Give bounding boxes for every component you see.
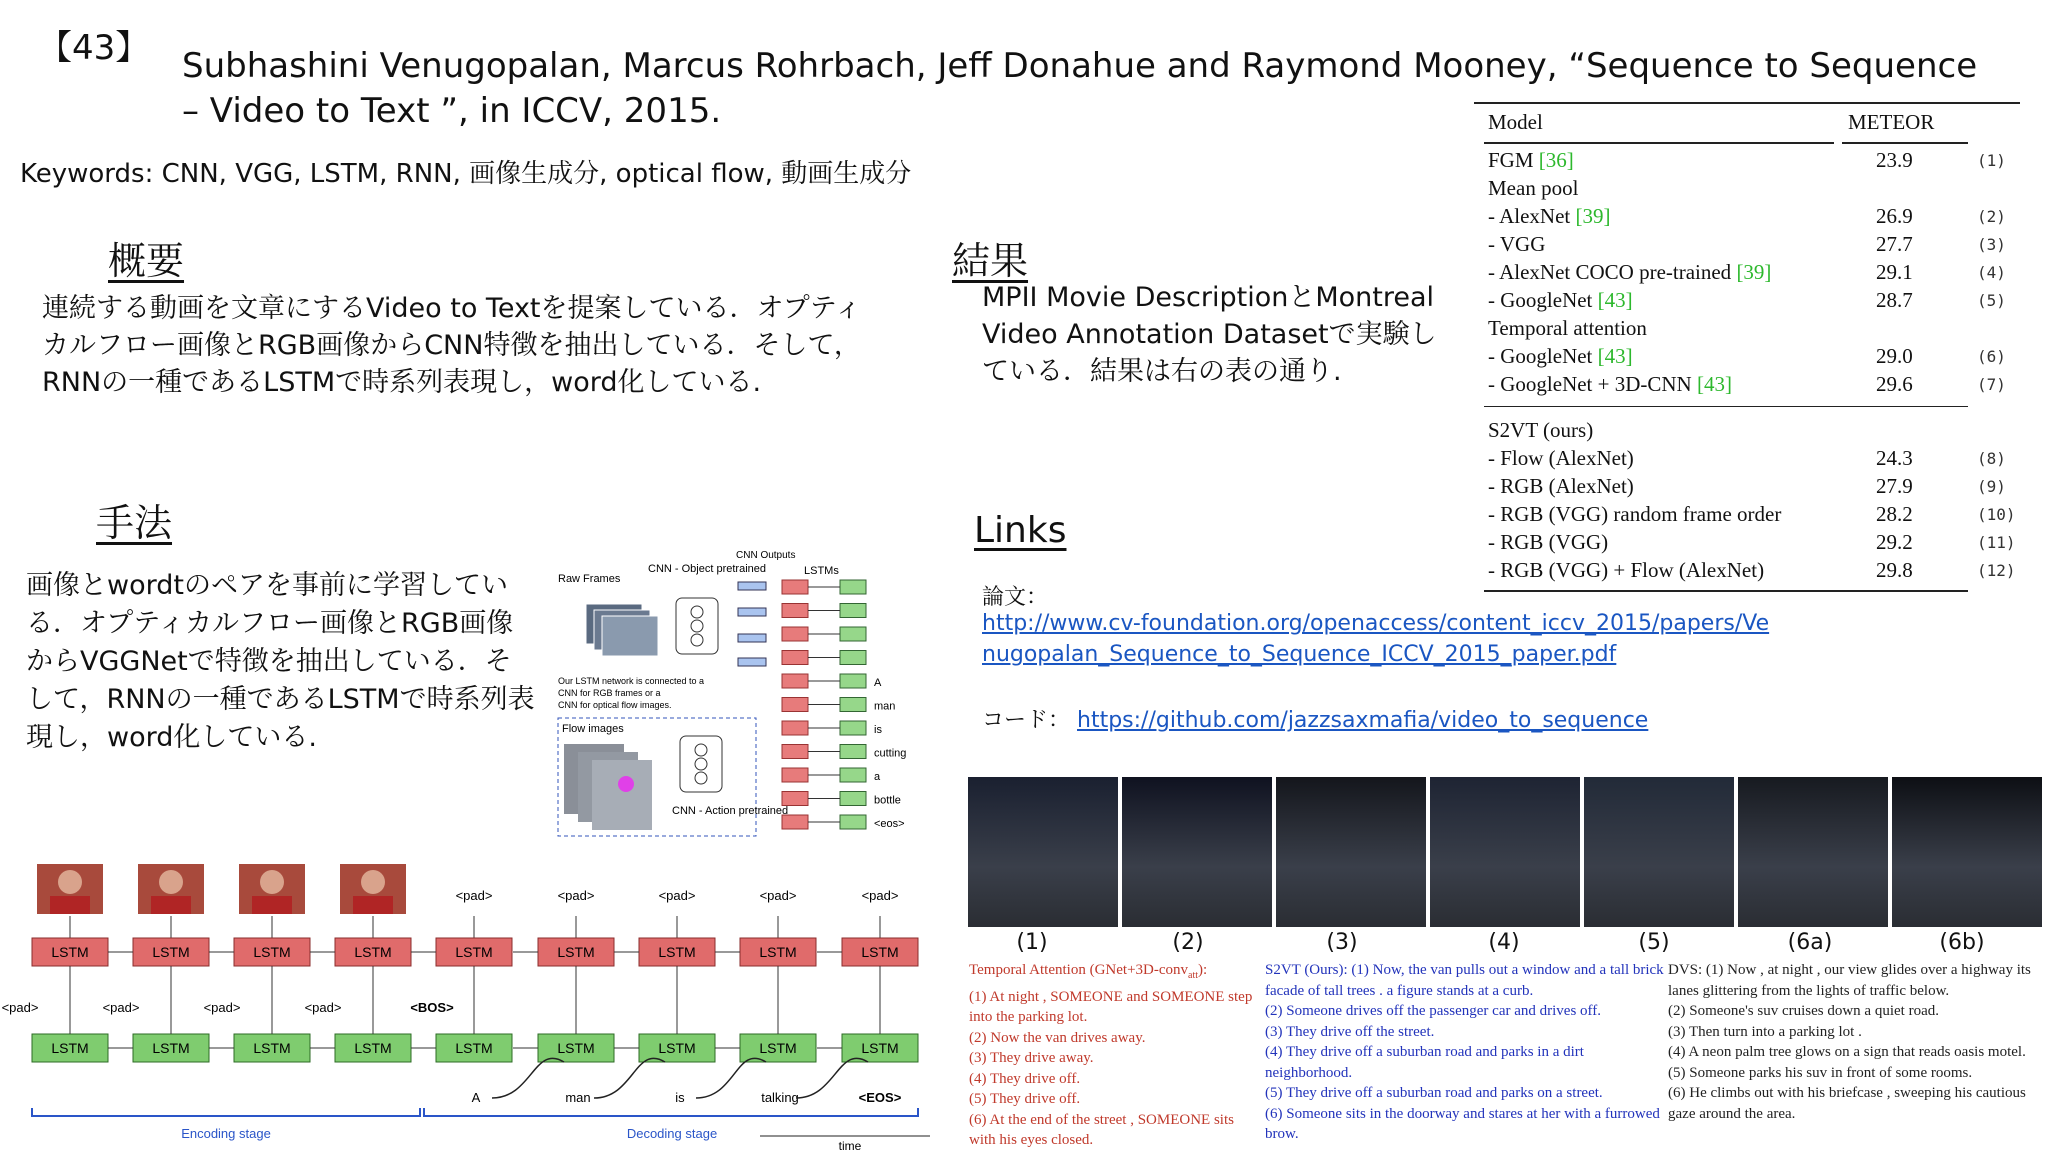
lstms-label: LSTMs bbox=[804, 565, 839, 577]
table-cell-index: (3) bbox=[1977, 235, 2006, 254]
mini-lstm-green bbox=[840, 604, 866, 618]
lstm-cell-bottom-label: LSTM bbox=[354, 1040, 392, 1056]
video-frame bbox=[1892, 777, 2042, 927]
table-cell-index: (12) bbox=[1977, 561, 2016, 580]
table-row bbox=[1474, 502, 2020, 530]
decoding-stage-label: Decoding stage bbox=[626, 1126, 718, 1141]
table-cell-meteor: 29.0 bbox=[1876, 344, 1913, 368]
table-cell-meteor: 27.7 bbox=[1876, 232, 1913, 256]
cnn-output-bars bbox=[738, 582, 766, 666]
mini-lstm-green bbox=[840, 792, 866, 806]
table-cell-model: S2VT (ours) bbox=[1488, 418, 1594, 442]
table-top-rule bbox=[1474, 102, 2020, 104]
paper-citation: Subhashini Venugopalan, Marcus Rohrbach, Jeff Donahue and Raymond Mooney, “Sequence to Sequence – Video to Text ”, in ICCV, 2015. bbox=[182, 46, 1978, 131]
table-row bbox=[1474, 316, 2020, 344]
mini-lstm-green bbox=[840, 745, 866, 759]
table-header-metric: METEOR bbox=[1848, 110, 1935, 134]
table-bottom-rule bbox=[1484, 590, 1968, 592]
output-word: talking bbox=[761, 1090, 799, 1105]
mini-lstm-red bbox=[782, 792, 808, 806]
mini-output-word: bottle bbox=[874, 794, 901, 807]
output-word: man bbox=[565, 1090, 591, 1105]
table-row bbox=[1474, 474, 2020, 502]
mini-lstm-green bbox=[840, 721, 866, 735]
table-row bbox=[1474, 204, 2020, 232]
table-cell-index: (4) bbox=[1977, 263, 2006, 282]
cnn-action-label: CNN - Action pretrained bbox=[672, 805, 789, 817]
mini-lstm-green bbox=[840, 698, 866, 712]
table-cell-model: - Flow (AlexNet) bbox=[1488, 446, 1634, 470]
keywords: Keywords: CNN, VGG, LSTM, RNN, 画像生成分, optical flow, 動画生成分 bbox=[20, 159, 912, 189]
table-cell-model: - RGB (VGG) bbox=[1488, 530, 1609, 554]
frame-label: (6b) bbox=[1939, 930, 1985, 955]
caption-line: (4) A neon palm tree glows on a sign that reads oasis motel. bbox=[1668, 1044, 2026, 1060]
feedback-arrow bbox=[696, 1058, 766, 1098]
output-word: A bbox=[471, 1090, 481, 1105]
table-cell-citation: [39] bbox=[1575, 204, 1611, 228]
lstm-cell-top-label: LSTM bbox=[658, 944, 696, 960]
paper-label: 論文： bbox=[982, 585, 1049, 610]
flow-images-stack bbox=[564, 744, 652, 830]
caption-s2vt bbox=[1265, 960, 1665, 1145]
table-cell-meteor: 29.8 bbox=[1876, 558, 1913, 582]
feedback-arrow bbox=[594, 1058, 665, 1098]
results-heading: 結果 bbox=[952, 239, 1029, 283]
lstm-cell-bottom-label: LSTM bbox=[253, 1040, 291, 1056]
table-cell-meteor: 28.7 bbox=[1876, 288, 1913, 312]
table-cell-model: - RGB (VGG) random frame order bbox=[1488, 502, 1782, 526]
table-cell-meteor: 27.9 bbox=[1876, 474, 1913, 498]
decoding-bracket bbox=[424, 1108, 918, 1116]
output-word: is bbox=[675, 1090, 685, 1105]
lstm-cell-top-label: LSTM bbox=[861, 944, 899, 960]
table-cell-index: (7) bbox=[1977, 375, 2006, 394]
caption-line: (6) At the end of the street , SOMEONE sits with his eyes closed. bbox=[969, 1111, 1234, 1148]
caption-line: (2) Someone's suv cruises down a quiet road. bbox=[1668, 1003, 1939, 1019]
caption-line: (1) At night , SOMEONE and SOMEONE step into the parking lot. bbox=[969, 988, 1253, 1025]
caption-line: (4) They drive off a suburban road and parks in a dirt neighborhood. bbox=[1265, 1044, 1584, 1081]
pad-token-top: <pad> bbox=[861, 888, 899, 903]
video-frame bbox=[1122, 777, 1272, 927]
pad-token-left: <pad> bbox=[1, 1000, 39, 1015]
code-label: コード： bbox=[982, 708, 1071, 733]
table-cell-model: - VGG bbox=[1488, 232, 1546, 256]
lstm-cell-top-label: LSTM bbox=[51, 944, 89, 960]
table-cell-meteor: 29.2 bbox=[1876, 530, 1913, 554]
mini-lstm-green bbox=[840, 580, 866, 594]
lstm-cell-bottom-label: LSTM bbox=[861, 1040, 899, 1056]
mini-lstm-green bbox=[840, 815, 866, 829]
lstm-cell-bottom-label: LSTM bbox=[455, 1040, 493, 1056]
pad-token-top: <pad> bbox=[455, 888, 493, 903]
frame-label: (3) bbox=[1326, 930, 1358, 955]
table-cell-index: (2) bbox=[1977, 207, 2006, 226]
table-row bbox=[1474, 232, 2020, 260]
caption-line: (4) They drive off. bbox=[969, 1070, 1081, 1087]
raw-frames-label: Raw Frames bbox=[558, 573, 621, 585]
lstm-cell-top-label: LSTM bbox=[354, 944, 392, 960]
table-row bbox=[1474, 558, 2020, 586]
flow-images-label: Flow images bbox=[562, 723, 624, 735]
mini-lstm-green bbox=[840, 627, 866, 641]
caption-line: (2) Someone drives off the passenger car and drives off. bbox=[1265, 1003, 1602, 1019]
table-cell-model: - GoogleNet [43] bbox=[1488, 288, 1633, 312]
mini-output-word: man bbox=[874, 700, 896, 713]
mini-lstm-columns bbox=[782, 580, 866, 838]
overview-heading: 概要 bbox=[108, 239, 185, 283]
table-row bbox=[1474, 418, 2020, 446]
caption-line: (5) They drive off a suburban road and parks on a street. bbox=[1265, 1085, 1603, 1101]
mini-output-word: cutting bbox=[874, 747, 907, 760]
code-row bbox=[982, 703, 1648, 734]
frame-label: (4) bbox=[1488, 930, 1520, 955]
pad-token-top: <pad> bbox=[759, 888, 797, 903]
raw-frames-stack bbox=[586, 604, 658, 656]
cnn-lstm-diagram bbox=[556, 548, 928, 838]
lstm-cell-bottom-label: LSTM bbox=[152, 1040, 190, 1056]
table-row bbox=[1474, 148, 2020, 176]
mini-lstm-red bbox=[782, 768, 808, 782]
mini-lstm-red bbox=[782, 604, 808, 618]
video-frame bbox=[968, 777, 1118, 927]
mini-output-word: is bbox=[874, 724, 882, 736]
input-frame-thumbnail bbox=[239, 864, 305, 914]
results-text: MPII Movie DescriptionとMontreal Video Annotation Datasetで実験している．結果は右の表の通り. bbox=[982, 282, 1437, 387]
eos-token: <EOS> bbox=[858, 1090, 902, 1105]
mini-lstm-green bbox=[840, 768, 866, 782]
results-table bbox=[1474, 100, 2020, 592]
mini-lstm-red bbox=[782, 815, 808, 829]
method-heading: 手法 bbox=[96, 501, 173, 545]
mini-output-word: A bbox=[874, 677, 882, 689]
pad-token-top: <pad> bbox=[557, 888, 595, 903]
table-cell-index: (8) bbox=[1977, 449, 2006, 468]
table-cell-model: Temporal attention bbox=[1488, 316, 1647, 340]
time-label: time bbox=[838, 1139, 862, 1152]
caption-line: S2VT (Ours): (1) Now, the van pulls out a window and a tall brick facade of tall trees . a figure stands at a curb. bbox=[1265, 962, 1664, 999]
method-text: 画像とwordtのペアを事前に学習している．オプティカルフロー画像とRGB画像からVGGNetで特徴を抽出している．そして，RNNの一種であるLSTMで時系列表現し，word化している. bbox=[26, 570, 535, 753]
table-mid-rule bbox=[1484, 406, 1968, 407]
feedback-arrow bbox=[796, 1058, 868, 1098]
table-header bbox=[1474, 110, 2020, 138]
table-cell-citation: [43] bbox=[1597, 344, 1633, 368]
table-cell-index: (11) bbox=[1977, 533, 2016, 552]
caption-line: Temporal Attention (GNet+3D-conv$_{att}$): bbox=[969, 962, 1208, 981]
table-cell-citation: [39] bbox=[1736, 260, 1772, 284]
video-frame bbox=[1276, 777, 1426, 927]
table-row bbox=[1474, 288, 2020, 316]
caption-line: (2) Now the van drives away. bbox=[969, 1029, 1146, 1046]
table-cell-index: (1) bbox=[1977, 151, 2006, 170]
table-cell-citation: [43] bbox=[1696, 372, 1732, 396]
cnn-action-network bbox=[680, 736, 722, 792]
table-cell-meteor: 24.3 bbox=[1876, 446, 1913, 470]
video-frame bbox=[1430, 777, 1580, 927]
caption-temporal-attention bbox=[969, 960, 1259, 1151]
table-header-rule bbox=[1484, 142, 1834, 144]
pad-token-left: <pad> bbox=[304, 1000, 342, 1015]
lstm-cell-top-label: LSTM bbox=[152, 944, 190, 960]
code-link[interactable]: https://github.com/jazzsaxmafia/video_to_sequence bbox=[1077, 708, 1649, 733]
overview-text: 連続する動画を文章にするVideo to Textを提案している．オプティカルフロー画像とRGB画像からCNN特徴を抽出している．そして，RNNの一種であるLSTMで時系列表現し，word化している. bbox=[42, 293, 862, 398]
lstm-cell-top-label: LSTM bbox=[253, 944, 291, 960]
table-cell-meteor: 26.9 bbox=[1876, 204, 1913, 228]
caption-line: (3) Then turn into a parking lot . bbox=[1668, 1023, 1862, 1040]
table-cell-model: - RGB (VGG) + Flow (AlexNet) bbox=[1488, 558, 1765, 582]
encoding-stage-label: Encoding stage bbox=[181, 1126, 271, 1141]
table-cell-index: (5) bbox=[1977, 291, 2006, 310]
video-frame bbox=[1738, 777, 1888, 927]
caption-line: DVS: (1) Now , at night , our view glides over a highway its lanes glittering from the lights of traffic below. bbox=[1668, 962, 2031, 999]
input-frame-thumbnail bbox=[340, 864, 406, 914]
bos-token: <BOS> bbox=[410, 1000, 454, 1015]
table-row bbox=[1474, 372, 2020, 400]
links-heading: Links bbox=[974, 510, 1067, 551]
pad-token-top: <pad> bbox=[658, 888, 696, 903]
table-row bbox=[1474, 344, 2020, 372]
cnn-note: Our LSTM network is connected to a CNN for RGB frames or a CNN for optical flow images. bbox=[558, 676, 705, 710]
caption-line: (5) They drive off. bbox=[969, 1091, 1081, 1107]
frame-label: (2) bbox=[1172, 930, 1204, 955]
caption-line: (3) They drive away. bbox=[969, 1050, 1094, 1066]
lstm-cell-bottom-label: LSTM bbox=[51, 1040, 89, 1056]
table-cell-model: - AlexNet [39] bbox=[1488, 204, 1611, 228]
caption-line: (6) Someone sits in the doorway and stares at her with a furrowed brow. bbox=[1265, 1105, 1660, 1142]
cnn-object-network bbox=[676, 598, 718, 654]
input-frame-thumbnail bbox=[138, 864, 204, 914]
table-cell-meteor: 29.1 bbox=[1876, 260, 1913, 284]
mini-lstm-red bbox=[782, 721, 808, 735]
table-row bbox=[1474, 176, 2020, 204]
table-cell-model: - GoogleNet [43] bbox=[1488, 344, 1633, 368]
pad-token-left: <pad> bbox=[102, 1000, 140, 1015]
slide-number: 【43】 bbox=[38, 28, 150, 68]
caption-dvs bbox=[1668, 960, 2048, 1124]
cnn-object-label: CNN - Object pretrained bbox=[648, 563, 766, 575]
cnn-outputs-label: CNN Outputs bbox=[736, 550, 796, 561]
table-cell-meteor: 28.2 bbox=[1876, 502, 1913, 526]
table-cell-meteor: 23.9 bbox=[1876, 148, 1913, 172]
mini-lstm-green bbox=[840, 674, 866, 688]
table-cell-citation: [36] bbox=[1538, 148, 1574, 172]
table-cell-index: (10) bbox=[1977, 505, 2016, 524]
lstm-cell-top-label: LSTM bbox=[557, 944, 595, 960]
mini-lstm-red bbox=[782, 674, 808, 688]
mini-lstm-green bbox=[840, 651, 866, 665]
lstm-cell-top-label: LSTM bbox=[759, 944, 797, 960]
pad-token-left: <pad> bbox=[203, 1000, 241, 1015]
lstm-cell-bottom-label: LSTM bbox=[658, 1040, 696, 1056]
mini-lstm-red bbox=[782, 745, 808, 759]
mini-words bbox=[874, 677, 906, 830]
frame-label: (6a) bbox=[1787, 930, 1833, 955]
table-cell-meteor: 29.6 bbox=[1876, 372, 1913, 396]
mini-lstm-red bbox=[782, 698, 808, 712]
table-cell-model: - AlexNet COCO pre-trained [39] bbox=[1488, 260, 1772, 284]
lstm-cell-top-label: LSTM bbox=[455, 944, 493, 960]
input-frame-thumbnail bbox=[37, 864, 103, 914]
video-frame-strip bbox=[968, 777, 2046, 927]
caption-line: (5) Someone parks his suv in front of some rooms. bbox=[1668, 1064, 1973, 1081]
lstm-unrolled-diagram bbox=[0, 854, 942, 1152]
lstm-cell-bottom-label: LSTM bbox=[557, 1040, 595, 1056]
feedback-arrow bbox=[492, 1058, 564, 1098]
caption-line: (6) He climbs out with his briefcase , sweeping his cautious gaze around the area. bbox=[1668, 1085, 2026, 1122]
mini-lstm-red bbox=[782, 627, 808, 641]
frame-label: (1) bbox=[1016, 930, 1048, 955]
mini-output-word: <eos> bbox=[874, 818, 905, 830]
caption-line: (3) They drive off the street. bbox=[1265, 1023, 1435, 1040]
table-row bbox=[1474, 446, 2020, 474]
mini-lstm-red bbox=[782, 580, 808, 594]
mini-lstm-red bbox=[782, 651, 808, 665]
table-cell-citation: [43] bbox=[1597, 288, 1633, 312]
video-frame bbox=[1584, 777, 1734, 927]
table-cell-model: Mean pool bbox=[1488, 176, 1579, 200]
table-cell-index: (9) bbox=[1977, 477, 2006, 496]
table-cell-model: FGM [36] bbox=[1488, 148, 1574, 172]
table-row bbox=[1474, 530, 2020, 558]
table-header-rule-2 bbox=[1842, 142, 1968, 144]
encoding-bracket bbox=[32, 1108, 420, 1116]
paper-link[interactable]: http://www.cv-foundation.org/openaccess/content_iccv_2015/papers/Venugopalan_Sequence_to_Sequence_ICCV_2015_paper.pdf bbox=[982, 611, 1770, 667]
table-row bbox=[1474, 260, 2020, 288]
lstm-cell-bottom-label: LSTM bbox=[759, 1040, 797, 1056]
table-header-model: Model bbox=[1488, 110, 1543, 134]
table-cell-model: - RGB (AlexNet) bbox=[1488, 474, 1634, 498]
frame-label: (5) bbox=[1638, 930, 1670, 955]
table-cell-model: - GoogleNet + 3D-CNN [43] bbox=[1488, 372, 1732, 396]
table-cell-index: (6) bbox=[1977, 347, 2006, 366]
mini-output-word: a bbox=[874, 771, 881, 783]
